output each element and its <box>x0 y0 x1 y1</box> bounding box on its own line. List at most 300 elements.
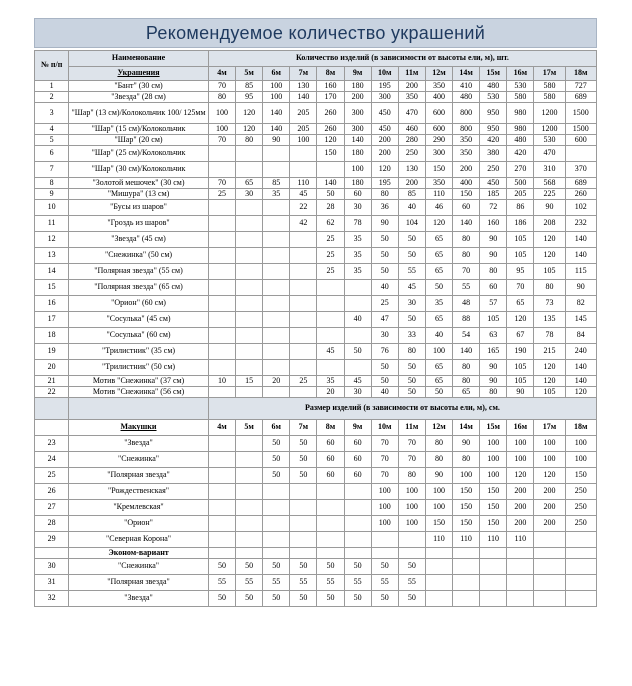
value-cell <box>208 248 235 264</box>
value-cell: 160 <box>317 81 344 92</box>
value-cell: 50 <box>317 189 344 200</box>
value-cell: 100 <box>208 124 235 135</box>
blank-cell <box>425 548 452 559</box>
value-cell: 40 <box>371 280 398 296</box>
value-cell: 150 <box>453 484 480 500</box>
value-cell <box>317 360 344 376</box>
value-cell: 50 <box>425 280 452 296</box>
height-header: 4м <box>208 67 235 81</box>
item-name: "Сосулька" (45 см) <box>69 312 209 328</box>
item-name: "Орион" <box>69 516 209 532</box>
blank-cell <box>35 548 69 559</box>
value-cell: 410 <box>453 81 480 92</box>
value-cell: 150 <box>480 484 507 500</box>
height-header: 6м <box>263 67 290 81</box>
value-cell: 50 <box>236 559 263 575</box>
value-cell: 727 <box>565 81 596 92</box>
value-cell: 80 <box>425 436 452 452</box>
value-cell: 25 <box>371 296 398 312</box>
value-cell <box>208 532 235 548</box>
value-cell: 186 <box>507 216 534 232</box>
value-cell: 260 <box>565 189 596 200</box>
value-cell <box>236 516 263 532</box>
decoration-row <box>35 387 597 398</box>
item-name: "Снежинка" (50 см) <box>69 248 209 264</box>
value-cell: 65 <box>425 248 452 264</box>
value-cell <box>208 232 235 248</box>
height-header: 15м <box>480 420 507 436</box>
value-cell: 78 <box>344 216 371 232</box>
blank-cell <box>565 548 596 559</box>
value-cell <box>507 591 534 607</box>
value-cell <box>425 559 452 575</box>
value-cell: 689 <box>565 92 596 103</box>
value-cell: 100 <box>480 468 507 484</box>
value-cell: 100 <box>398 500 425 516</box>
row-number: 15 <box>35 280 69 296</box>
value-cell: 530 <box>507 81 534 92</box>
row-number: 12 <box>35 232 69 248</box>
row-number: 20 <box>35 360 69 376</box>
value-cell <box>208 296 235 312</box>
value-cell: 200 <box>534 500 565 516</box>
value-cell: 62 <box>317 216 344 232</box>
height-header: 9м <box>344 420 371 436</box>
value-cell: 470 <box>398 103 425 124</box>
value-cell: 300 <box>344 103 371 124</box>
decoration-row <box>35 189 597 200</box>
value-cell: 105 <box>534 387 565 398</box>
blank-cell <box>236 548 263 559</box>
value-cell: 10 <box>208 376 235 387</box>
value-cell: 25 <box>317 264 344 280</box>
value-cell: 200 <box>507 516 534 532</box>
height-header: 8м <box>317 420 344 436</box>
value-cell: 120 <box>507 468 534 484</box>
item-name: "Кремлевская" <box>69 500 209 516</box>
value-cell: 90 <box>425 468 452 484</box>
decoration-row <box>35 328 597 344</box>
item-name: "Мишура" (13 см) <box>69 189 209 200</box>
value-cell: 70 <box>507 280 534 296</box>
value-cell: 50 <box>290 468 317 484</box>
value-cell: 100 <box>425 500 452 516</box>
value-cell <box>208 312 235 328</box>
value-cell: 450 <box>371 103 398 124</box>
row-number: 24 <box>35 452 69 468</box>
item-name: "Снежинка" <box>69 452 209 468</box>
value-cell: 100 <box>344 162 371 178</box>
blank-cell <box>35 398 69 420</box>
value-cell: 1500 <box>565 103 596 124</box>
height-header: 7м <box>290 67 317 81</box>
value-cell <box>290 264 317 280</box>
value-cell: 120 <box>534 376 565 387</box>
value-cell <box>208 162 235 178</box>
row-number: 31 <box>35 575 69 591</box>
value-cell: 80 <box>534 280 565 296</box>
value-cell: 60 <box>480 280 507 296</box>
document-title-bar <box>34 18 597 48</box>
value-cell: 250 <box>565 500 596 516</box>
value-cell <box>290 248 317 264</box>
row-number: 4 <box>35 124 69 135</box>
value-cell: 60 <box>317 452 344 468</box>
value-cell <box>236 312 263 328</box>
item-name: "Шар" (20 см) <box>69 135 209 146</box>
value-cell <box>290 344 317 360</box>
value-cell: 80 <box>453 376 480 387</box>
value-cell <box>565 575 596 591</box>
value-cell <box>208 216 235 232</box>
item-name: "Трилистник" (50 см) <box>69 360 209 376</box>
item-name: "Шар" (25 см)/Колокольчик <box>69 146 209 162</box>
value-cell: 55 <box>344 575 371 591</box>
value-cell: 85 <box>236 81 263 92</box>
value-cell: 85 <box>263 178 290 189</box>
topper-row <box>35 484 597 500</box>
value-cell: 170 <box>317 92 344 103</box>
size-section-row <box>35 398 597 420</box>
value-cell: 140 <box>565 376 596 387</box>
item-name: "Бусы из шаров" <box>69 200 209 216</box>
value-cell <box>317 296 344 312</box>
value-cell: 180 <box>344 146 371 162</box>
decoration-row <box>35 178 597 189</box>
blank-cell <box>69 398 209 420</box>
value-cell: 95 <box>236 92 263 103</box>
value-cell: 50 <box>263 559 290 575</box>
height-header: 15м <box>480 67 507 81</box>
value-cell: 110 <box>507 532 534 548</box>
value-cell: 85 <box>398 189 425 200</box>
value-cell: 25 <box>317 232 344 248</box>
value-cell: 580 <box>507 92 534 103</box>
value-cell: 105 <box>534 264 565 280</box>
value-cell: 980 <box>507 103 534 124</box>
value-cell: 180 <box>344 178 371 189</box>
value-cell <box>263 484 290 500</box>
value-cell <box>453 575 480 591</box>
value-cell: 150 <box>453 189 480 200</box>
value-cell: 450 <box>480 178 507 189</box>
value-cell <box>208 328 235 344</box>
value-cell: 70 <box>371 452 398 468</box>
blank-cell <box>344 548 371 559</box>
economy-row <box>35 575 597 591</box>
item-name: "Рождественская" <box>69 484 209 500</box>
item-name: "Золотой мешочек" (30 см) <box>69 178 209 189</box>
value-cell <box>344 484 371 500</box>
value-cell: 60 <box>317 468 344 484</box>
height-header: 17м <box>534 67 565 81</box>
value-cell: 48 <box>453 296 480 312</box>
value-cell <box>398 532 425 548</box>
decoration-row <box>35 81 597 92</box>
item-name: "Шар" (15 см)/Колокольчик <box>69 124 209 135</box>
value-cell: 470 <box>534 146 565 162</box>
value-cell: 70 <box>398 452 425 468</box>
value-cell <box>236 216 263 232</box>
value-cell: 100 <box>263 81 290 92</box>
value-cell: 20 <box>263 376 290 387</box>
value-cell: 25 <box>290 376 317 387</box>
height-header: 14м <box>453 67 480 81</box>
value-cell: 80 <box>453 452 480 468</box>
header-row <box>35 51 597 67</box>
value-cell: 33 <box>398 328 425 344</box>
value-cell: 200 <box>371 135 398 146</box>
value-cell <box>317 162 344 178</box>
value-cell: 45 <box>398 280 425 296</box>
value-cell: 86 <box>507 200 534 216</box>
value-cell: 90 <box>480 248 507 264</box>
value-cell <box>290 532 317 548</box>
value-cell <box>344 296 371 312</box>
value-cell: 250 <box>565 484 596 500</box>
value-cell <box>208 452 235 468</box>
value-cell: 140 <box>565 232 596 248</box>
economy-row <box>35 559 597 575</box>
height-header: 10м <box>371 420 398 436</box>
value-cell: 63 <box>480 328 507 344</box>
value-cell: 150 <box>480 516 507 532</box>
row-number: 1 <box>35 81 69 92</box>
value-cell: 200 <box>344 92 371 103</box>
value-cell: 100 <box>263 92 290 103</box>
value-cell: 50 <box>398 312 425 328</box>
decorations-table <box>34 50 597 607</box>
value-cell: 200 <box>534 484 565 500</box>
value-cell <box>236 328 263 344</box>
topper-row <box>35 452 597 468</box>
value-cell: 90 <box>480 376 507 387</box>
topper-row <box>35 468 597 484</box>
value-cell <box>263 532 290 548</box>
row-number: 19 <box>35 344 69 360</box>
value-cell: 100 <box>425 484 452 500</box>
decoration-row <box>35 200 597 216</box>
value-cell: 50 <box>263 452 290 468</box>
height-header: 5м <box>236 420 263 436</box>
value-cell: 200 <box>453 162 480 178</box>
row-number: 30 <box>35 559 69 575</box>
row-number: 3 <box>35 103 69 124</box>
value-cell: 70 <box>371 436 398 452</box>
value-cell: 105 <box>507 360 534 376</box>
value-cell: 150 <box>453 516 480 532</box>
value-cell: 55 <box>453 280 480 296</box>
height-header: 8м <box>317 67 344 81</box>
blank-cell <box>507 548 534 559</box>
value-cell: 100 <box>425 344 452 360</box>
value-cell <box>208 516 235 532</box>
blank-cell <box>317 548 344 559</box>
value-cell: 120 <box>565 387 596 398</box>
value-cell: 60 <box>344 452 371 468</box>
topper-row <box>35 500 597 516</box>
value-cell <box>236 468 263 484</box>
topper-row <box>35 532 597 548</box>
value-cell: 420 <box>507 146 534 162</box>
value-cell: 50 <box>208 591 235 607</box>
value-cell: 50 <box>290 436 317 452</box>
value-cell: 70 <box>371 468 398 484</box>
decoration-row <box>35 146 597 162</box>
value-cell: 65 <box>425 360 452 376</box>
value-cell: 80 <box>398 344 425 360</box>
value-cell: 280 <box>398 135 425 146</box>
value-cell <box>236 200 263 216</box>
value-cell: 480 <box>453 92 480 103</box>
value-cell: 580 <box>534 81 565 92</box>
value-cell: 25 <box>317 248 344 264</box>
value-cell: 600 <box>565 135 596 146</box>
value-cell: 115 <box>565 264 596 280</box>
value-cell: 50 <box>290 591 317 607</box>
value-cell: 50 <box>371 559 398 575</box>
value-cell: 205 <box>290 124 317 135</box>
height-header: 6м <box>263 420 290 436</box>
value-cell: 110 <box>425 532 452 548</box>
height-header: 18м <box>565 420 596 436</box>
value-cell: 57 <box>480 296 507 312</box>
value-cell: 105 <box>507 232 534 248</box>
value-cell <box>290 280 317 296</box>
value-cell: 80 <box>453 232 480 248</box>
value-cell: 250 <box>565 516 596 532</box>
value-cell: 120 <box>236 103 263 124</box>
value-cell: 150 <box>565 468 596 484</box>
value-cell: 50 <box>398 376 425 387</box>
value-cell: 60 <box>317 436 344 452</box>
row-number: 27 <box>35 500 69 516</box>
value-cell: 100 <box>480 436 507 452</box>
value-cell: 240 <box>565 344 596 360</box>
value-cell <box>236 296 263 312</box>
value-cell: 100 <box>534 452 565 468</box>
value-cell: 480 <box>507 135 534 146</box>
toppers-header-row <box>35 420 597 436</box>
value-cell: 55 <box>317 575 344 591</box>
value-cell <box>344 500 371 516</box>
value-cell: 205 <box>290 103 317 124</box>
value-cell: 200 <box>398 81 425 92</box>
value-cell: 370 <box>565 162 596 178</box>
value-cell: 60 <box>344 189 371 200</box>
value-cell <box>507 575 534 591</box>
value-cell: 50 <box>344 344 371 360</box>
value-cell: 250 <box>480 162 507 178</box>
value-cell <box>263 387 290 398</box>
value-cell: 50 <box>236 591 263 607</box>
value-cell: 215 <box>534 344 565 360</box>
value-cell: 450 <box>371 124 398 135</box>
blank-cell <box>208 548 235 559</box>
height-header: 17м <box>534 420 565 436</box>
value-cell <box>208 264 235 280</box>
value-cell <box>263 312 290 328</box>
value-cell: 80 <box>480 387 507 398</box>
value-cell: 140 <box>290 92 317 103</box>
height-header: 11м <box>398 420 425 436</box>
row-number: 23 <box>35 436 69 452</box>
value-cell <box>565 532 596 548</box>
value-cell: 95 <box>507 264 534 280</box>
value-cell: 60 <box>344 436 371 452</box>
value-cell <box>534 559 565 575</box>
value-cell: 80 <box>480 264 507 280</box>
value-cell: 65 <box>425 264 452 280</box>
value-cell: 190 <box>507 344 534 360</box>
row-number: 8 <box>35 178 69 189</box>
value-cell: 160 <box>480 216 507 232</box>
item-name: "Звезда" (45 см) <box>69 232 209 248</box>
value-cell: 380 <box>480 146 507 162</box>
value-cell: 208 <box>534 216 565 232</box>
value-cell: 232 <box>565 216 596 232</box>
value-cell: 30 <box>344 200 371 216</box>
value-cell: 90 <box>507 387 534 398</box>
value-cell: 140 <box>263 124 290 135</box>
value-cell: 50 <box>425 387 452 398</box>
value-cell: 40 <box>398 200 425 216</box>
blank-cell <box>534 548 565 559</box>
value-cell <box>344 360 371 376</box>
value-cell: 140 <box>565 360 596 376</box>
item-name: "Северная Корона" <box>69 532 209 548</box>
row-number: 28 <box>35 516 69 532</box>
value-cell <box>208 200 235 216</box>
value-cell: 200 <box>398 178 425 189</box>
value-cell: 120 <box>534 468 565 484</box>
row-number: 10 <box>35 200 69 216</box>
value-cell: 290 <box>425 135 452 146</box>
value-cell: 200 <box>534 516 565 532</box>
value-cell <box>317 532 344 548</box>
value-cell <box>263 200 290 216</box>
decoration-row <box>35 280 597 296</box>
column-header-number: № п/п <box>35 51 69 81</box>
value-cell: 140 <box>565 248 596 264</box>
value-cell: 100 <box>208 103 235 124</box>
value-cell: 30 <box>236 189 263 200</box>
value-cell <box>317 280 344 296</box>
topper-row <box>35 516 597 532</box>
value-cell: 36 <box>371 200 398 216</box>
value-cell: 100 <box>534 436 565 452</box>
value-cell <box>453 559 480 575</box>
value-cell <box>263 516 290 532</box>
value-cell: 100 <box>565 452 596 468</box>
decoration-row <box>35 216 597 232</box>
blank-cell <box>371 548 398 559</box>
value-cell: 100 <box>371 484 398 500</box>
value-cell: 100 <box>507 452 534 468</box>
value-cell <box>208 500 235 516</box>
value-cell: 84 <box>565 328 596 344</box>
item-name: "Шар" (30 см)/Колокольчик <box>69 162 209 178</box>
value-cell: 50 <box>317 559 344 575</box>
value-cell: 350 <box>425 81 452 92</box>
value-cell <box>317 484 344 500</box>
height-header: 18м <box>565 67 596 81</box>
value-cell: 60 <box>453 200 480 216</box>
value-cell: 180 <box>344 81 371 92</box>
value-cell <box>317 516 344 532</box>
value-cell <box>507 559 534 575</box>
value-cell <box>317 500 344 516</box>
